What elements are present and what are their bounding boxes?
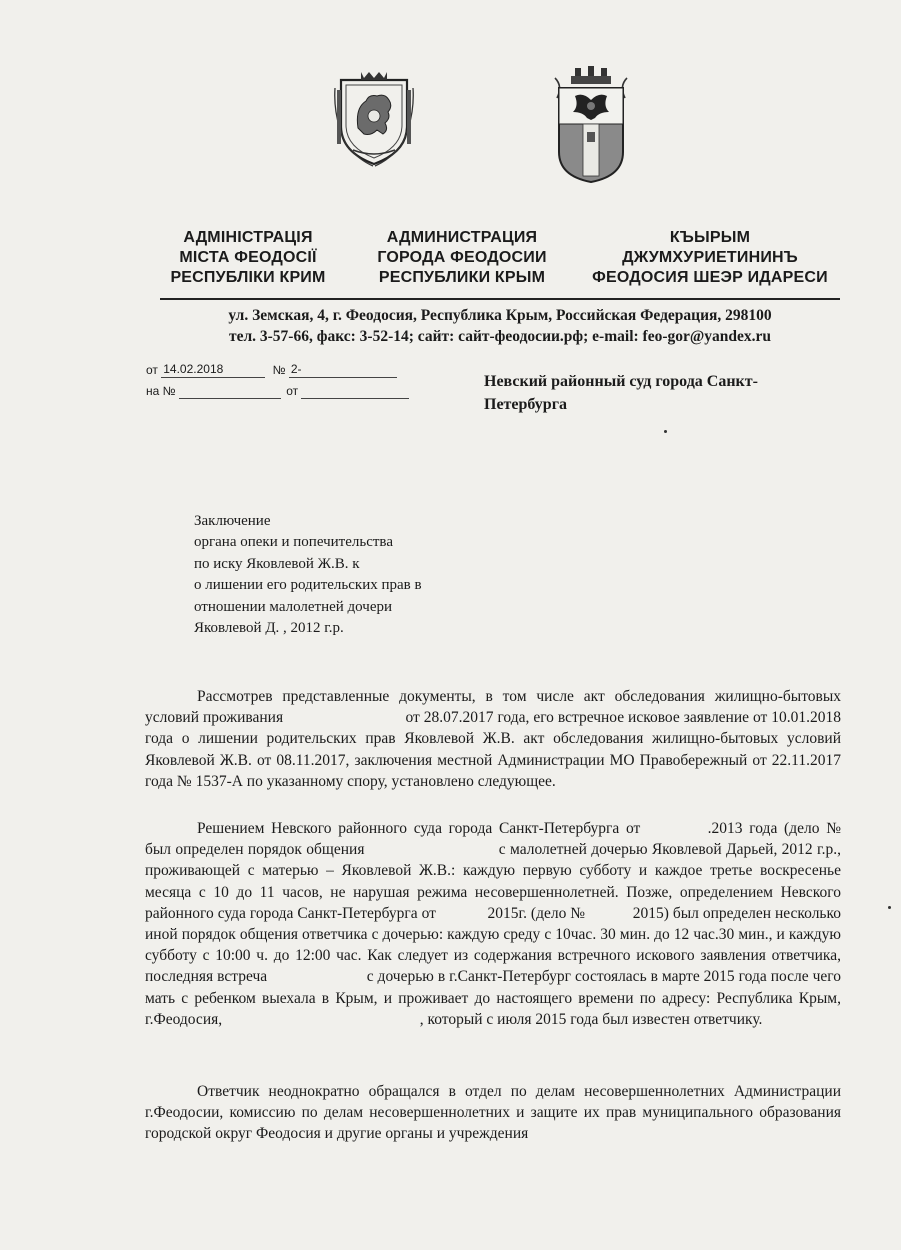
header-line: АДМИНИСТРАЦИЯ xyxy=(386,229,538,246)
crimea-coat-of-arms-icon xyxy=(333,68,415,168)
ref-label: на № xyxy=(146,384,176,398)
header-line: ДЖУМХУРИЕТИНИНЪ xyxy=(622,249,798,266)
header-line: ФЕОДОСИЯ ШЕЭР ИДАРЕСИ xyxy=(592,269,828,286)
subject-line: о лишении его родительских прав в xyxy=(194,577,422,594)
ref-number-field xyxy=(179,398,281,399)
body-paragraph-3 xyxy=(145,1081,841,1145)
paragraph: Решением Невского районного суда города Санкт-Петербурга от .2013 года (дело № был определен порядок общения с малолетней дочерью Яковлевой Дарьей, 2012 г.р., проживающей с матерью – Яковлевой Ж.В.: каждую первую субботу и каждое третье воскресенье месяца с 10 до 11 часов, не нарушая режима несовершеннолетней. Позже, определением Невского районного суда города Санкт-Петербурга от 2015г. (дело № 2015) был определен несколько иной порядок общения ответчика с дочерью: каждую среду с 10час. 30 мин. до 12 час.30 мин., и каждую субботу с 10:00 ч. до 12:00 час. Как следует из содержания встречного искового заявления ответчика, последняя встреча с дочерью в г.Санкт-Петербург состоялась в марте 2015 года после чего мать с ребенком выехала в Крым, и проживает до настоящего времени по адресу: Республика Крым, г.Феодосия, , который с июля 2015 года был известен ответчику. xyxy=(145,820,896,1028)
header-crimean-tatar xyxy=(580,228,840,288)
stray-dot xyxy=(664,430,667,433)
address-line: ул. Земская, 4, г. Феодосия, Республика Крым, Российская Федерация, 298100 xyxy=(228,307,772,324)
body-paragraph-2 xyxy=(145,818,896,1030)
header-line: АДМІНІСТРАЦІЯ xyxy=(183,229,313,246)
number-field: 2- xyxy=(289,362,397,378)
body-paragraph-1 xyxy=(145,686,845,792)
subject-line: Яковлевой Д. , 2012 г.р. xyxy=(194,620,344,637)
header-line: РЕСПУБЛИКИ КРЫМ xyxy=(378,269,546,286)
ref-from-label: от xyxy=(286,384,299,398)
incoming-reference xyxy=(146,384,409,399)
outgoing-registration xyxy=(146,362,397,378)
header-ukrainian xyxy=(160,228,336,288)
header-line: МІСТА ФЕОДОСІЇ xyxy=(179,249,317,266)
header-divider xyxy=(160,298,840,300)
stray-dot xyxy=(888,906,891,909)
contacts-line: тел. 3-57-66, факс: 3-52-14; сайт: сайт-феодосии.рф; e-mail: feo-gor@yandex.ru xyxy=(228,328,772,345)
header-russian xyxy=(362,228,562,288)
from-label: от xyxy=(146,363,158,377)
paragraph: Ответчик неоднократно обращался в отдел по делам несовершеннолетних Администрации г.Феодосии, комиссию по делам несовершеннолетних и защите их прав муниципального образования городской округ Феодосия и другие органы и учреждения xyxy=(145,1083,841,1143)
subject-line: Заключение xyxy=(194,513,271,529)
subject-line: отношении малолетней дочери xyxy=(194,598,393,615)
header-line: КЪЫРЫМ xyxy=(669,229,751,246)
number-label: № xyxy=(272,363,286,377)
ref-date-field xyxy=(301,398,409,399)
subject-line: по иску Яковлевой Ж.В. к xyxy=(194,555,360,572)
conclusion-subject xyxy=(194,511,484,639)
date-field: 14.02.2018 xyxy=(161,362,265,378)
feodosia-coat-of-arms-icon xyxy=(553,66,629,184)
paragraph: Рассмотрев представленные документы, в том числе акт обследования жилищно-бытовых условий проживания от 28.07.2017 года, его встречное исковое заявление от 10.01.2018 года о лишении родительских прав Яковлевой Ж.В. акт обследования жилищно-бытовых условий Яковлевой Ж.В. от 08.11.2017, заключения местной Администрации МО Правобережный от 22.11.2017 года № 1537-А по указанному спору, установлено следующее. xyxy=(145,688,845,790)
header-line: ГОРОДА ФЕОДОСИИ xyxy=(377,249,547,266)
header-line: РЕСПУБЛІКИ КРИМ xyxy=(170,269,326,286)
recipient: Невский районный суд города Санкт-Петербурга xyxy=(484,373,758,413)
subject-line: органа опеки и попечительства xyxy=(194,534,393,551)
